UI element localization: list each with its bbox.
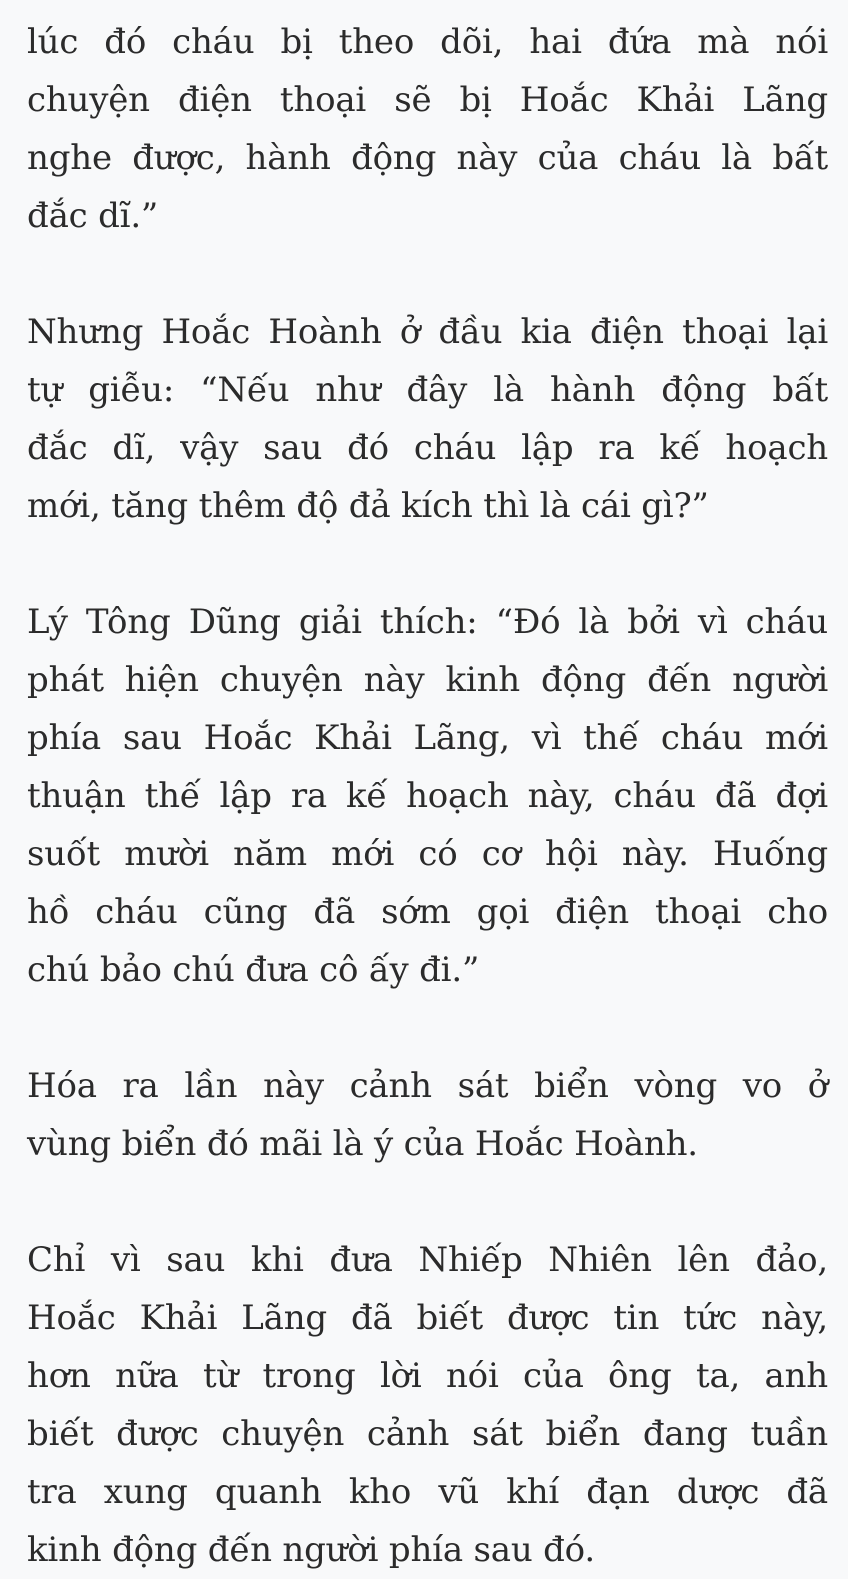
text-line: chuyện điện thoại sẽ bị Hoắc Khải Lãng bbox=[27, 80, 828, 120]
paragraph-1 bbox=[27, 13, 828, 245]
text-line: vùng biển đó mãi là ý của Hoắc Hoành. bbox=[27, 1124, 698, 1164]
text-line: tự giễu: “Nếu như đây là hành động bất bbox=[27, 370, 828, 410]
paragraph-4 bbox=[27, 1057, 828, 1173]
paragraph-5 bbox=[27, 1231, 828, 1579]
text-line: nghe được, hành động này của cháu là bất bbox=[27, 138, 828, 178]
text-line: mới, tăng thêm độ đả kích thì là cái gì?” bbox=[27, 486, 709, 526]
text-line: phát hiện chuyện này kinh động đến người bbox=[27, 660, 828, 700]
text-line: lúc đó cháu bị theo dõi, hai đứa mà nói bbox=[27, 22, 828, 62]
text-line: Hoắc Khải Lãng đã biết được tin tức này, bbox=[27, 1298, 828, 1338]
text-line: chú bảo chú đưa cô ấy đi.” bbox=[27, 950, 480, 990]
text-line: Nhưng Hoắc Hoành ở đầu kia điện thoại lại bbox=[27, 312, 828, 352]
text-line: đắc dĩ.” bbox=[27, 196, 159, 236]
text-line: hồ cháu cũng đã sớm gọi điện thoại cho bbox=[27, 892, 828, 932]
text-line: Chỉ vì sau khi đưa Nhiếp Nhiên lên đảo, bbox=[27, 1240, 828, 1280]
text-line: Lý Tông Dũng giải thích: “Đó là bởi vì cháu bbox=[27, 602, 828, 642]
text-line: tra xung quanh kho vũ khí đạn dược đã bbox=[27, 1472, 828, 1512]
paragraph-3 bbox=[27, 593, 828, 999]
text-line: suốt mười năm mới có cơ hội này. Huống bbox=[27, 834, 828, 874]
paragraph-2 bbox=[27, 303, 828, 535]
text-line: phía sau Hoắc Khải Lãng, vì thế cháu mới bbox=[27, 718, 828, 758]
text-line: Hóa ra lần này cảnh sát biển vòng vo ở bbox=[27, 1066, 828, 1106]
text-line: kinh động đến người phía sau đó. bbox=[27, 1530, 595, 1570]
text-line: biết được chuyện cảnh sát biển đang tuần bbox=[27, 1414, 828, 1454]
text-line: đắc dĩ, vậy sau đó cháu lập ra kế hoạch bbox=[27, 428, 828, 468]
text-line: hơn nữa từ trong lời nói của ông ta, anh bbox=[27, 1356, 828, 1396]
text-line: thuận thế lập ra kế hoạch này, cháu đã đợi bbox=[27, 776, 828, 816]
reading-pane bbox=[27, 13, 828, 1579]
